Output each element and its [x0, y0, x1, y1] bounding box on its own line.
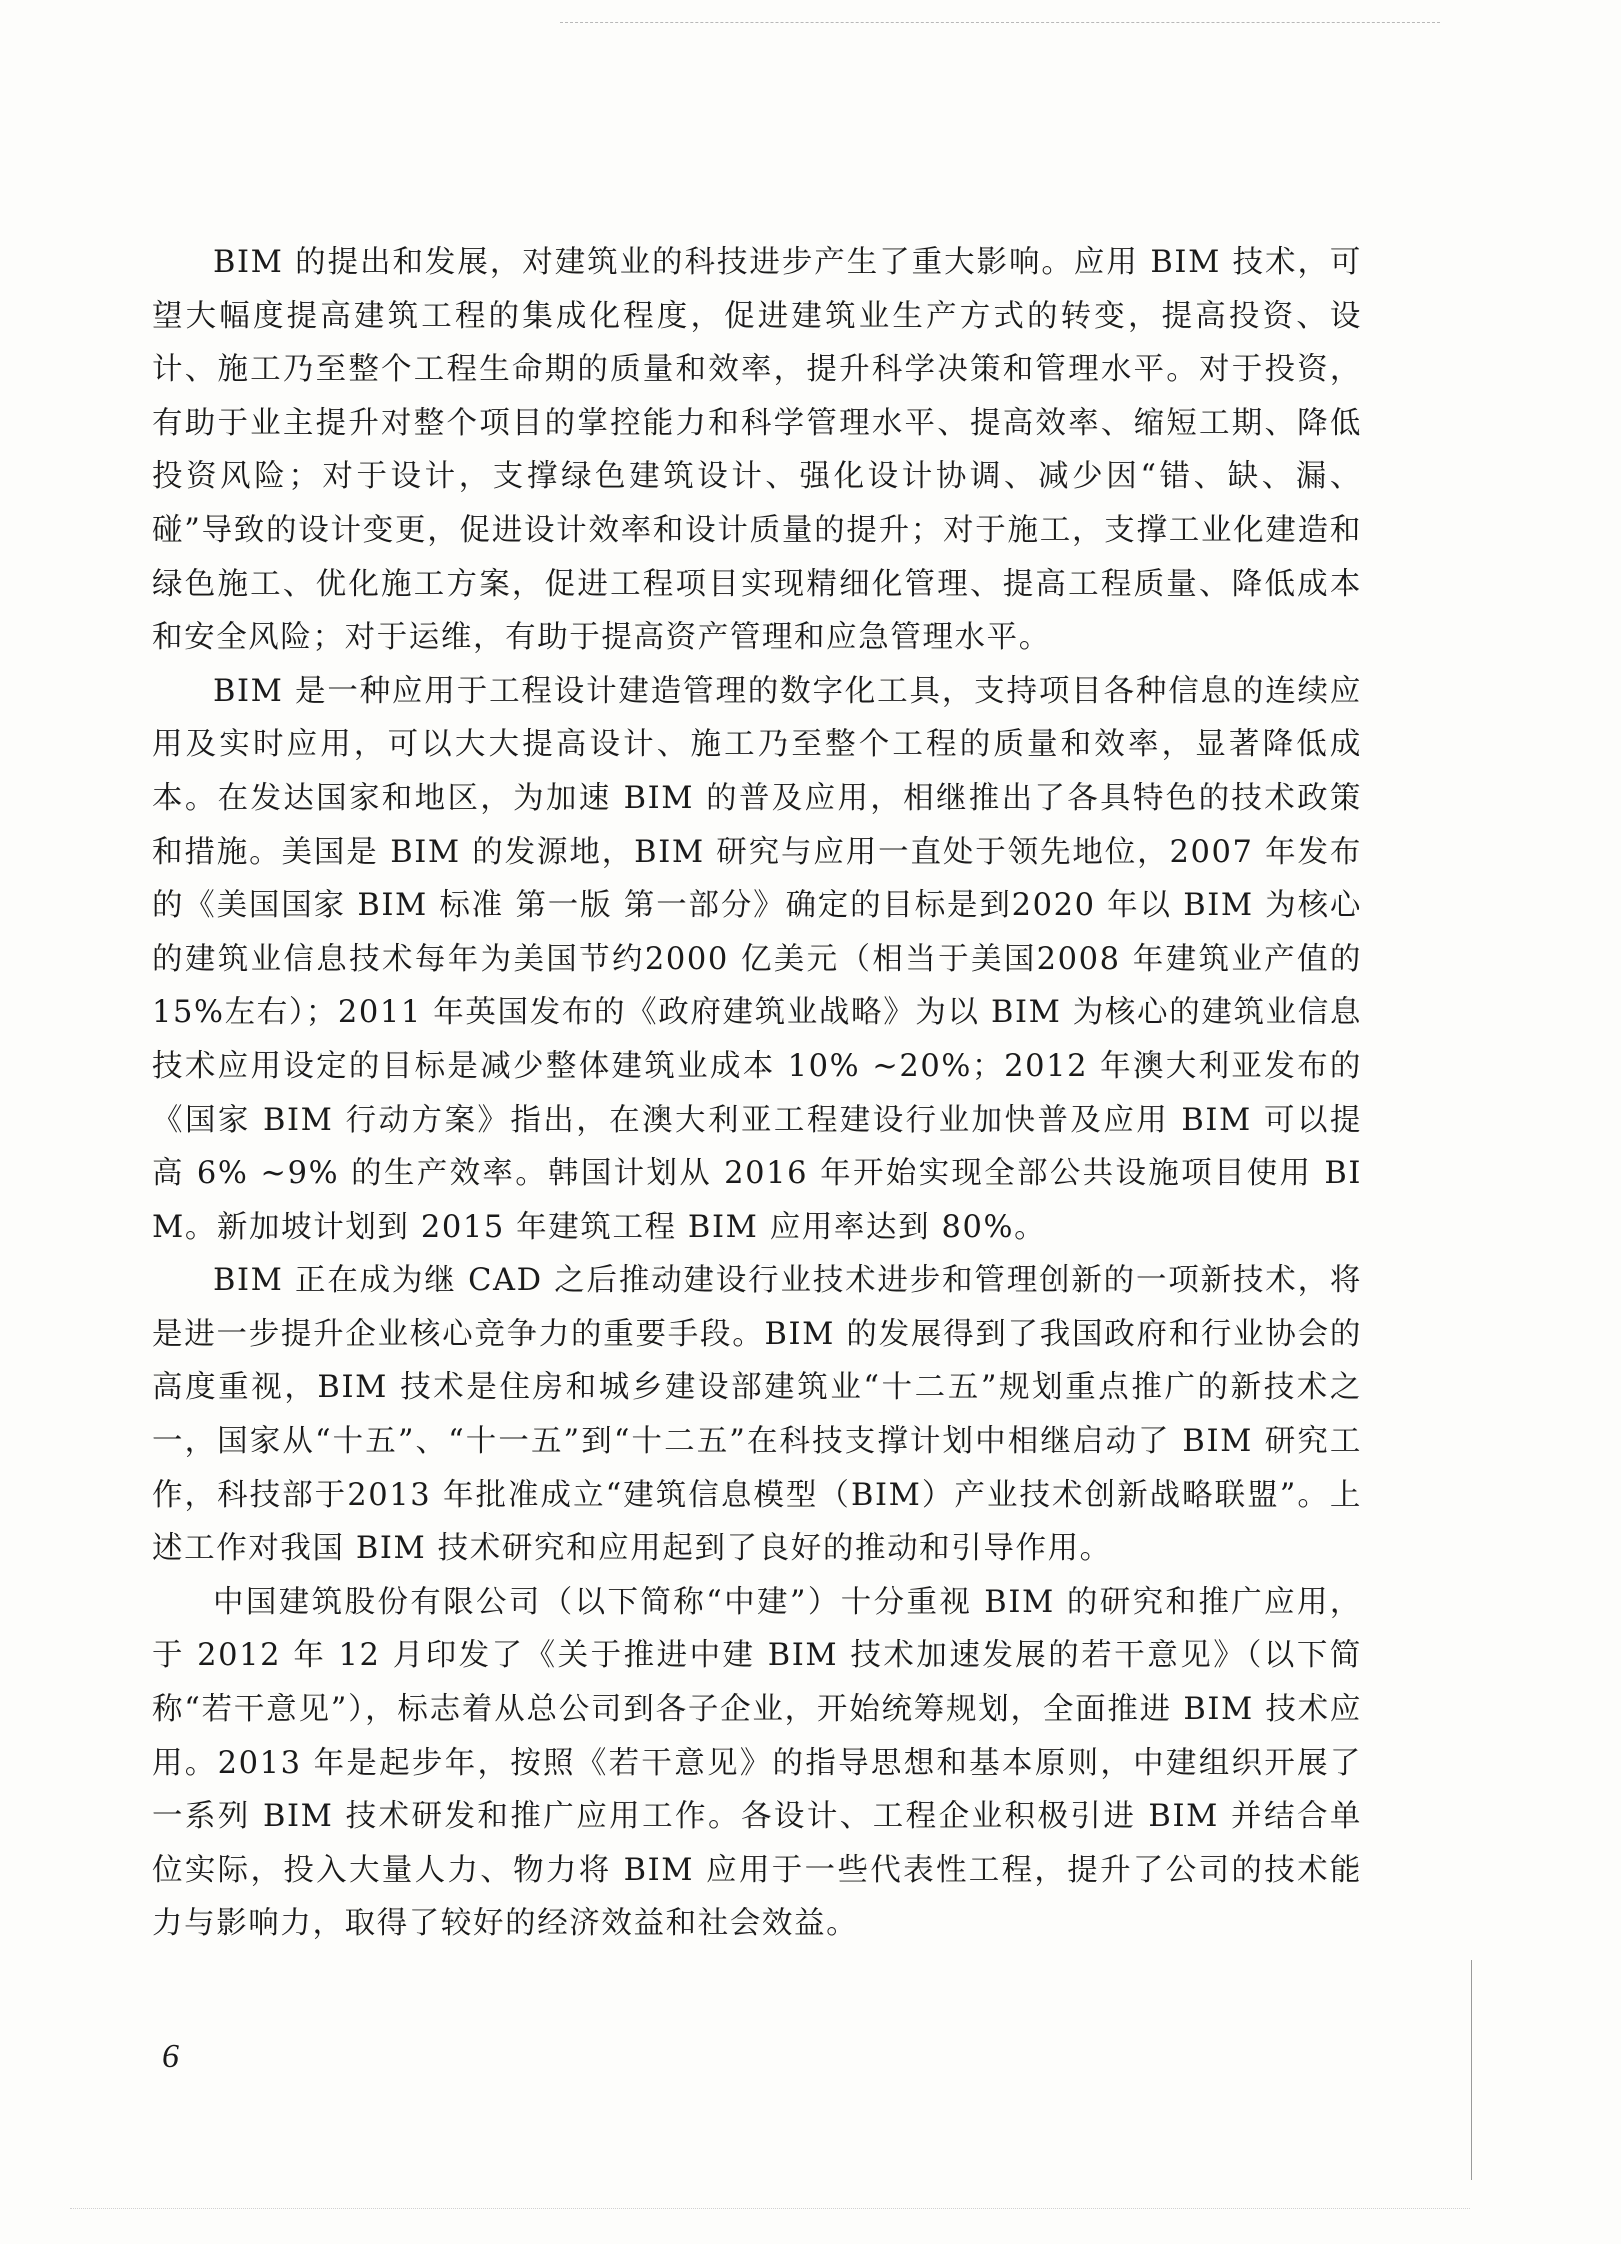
scan-artifact-top-line: [560, 22, 1440, 23]
scan-artifact-right-line: [1471, 1960, 1472, 2180]
page-number: 6: [162, 2038, 179, 2075]
paragraph-bim-impact: BIM 的提出和发展，对建筑业的科技进步产生了重大影响。应用 BIM 技术，可望大幅度提高建筑工程的集成化程度，促进建筑业生产方式的转变，提高投资、设计、施工乃至整个工程生命期的质量和效率，提升科学决策和管理水平。对于投资，有助于业主提升对整个项目的掌控能力和科学管理水平、提高效率、缩短工期、降低投资风险；对于设计，支撑绿色建筑设计、强化设计协调、减少因“错、缺、漏、碰”导致的设计变更，促进设计效率和设计质量的提升；对于施工，支撑工业化建造和绿色施工、优化施工方案，促进工程项目实现精细化管理、提高工程质量、降低成本和安全风险；对于运维，有助于提高资产管理和应急管理水平。: [152, 245, 1362, 656]
paragraph-bim-china: BIM 正在成为继 CAD 之后推动建设行业技术进步和管理创新的一项新技术，将是进一步提升企业核心竞争力的重要手段。BIM 的发展得到了我国政府和行业协会的高度重视，BIM 技术是住房和城乡建设部建筑业“十二五”规划重点推广的新技术之一，国家从“十五”、“十一五”到“十二五”在科技支撑计划中相继启动了 BIM 研究工作，科技部于2013 年批准成立“建筑信息模型（BIM）产业技术创新战略联盟”。上述工作对我国 BIM 技术研究和应用起到了良好的推动和引导作用。: [152, 1263, 1362, 1567]
body-text: [152, 236, 1362, 1951]
scan-artifact-bottom-line: [70, 2208, 1470, 2209]
paragraph-bim-cscec: 中国建筑股份有限公司（以下简称“中建”）十分重视 BIM 的研究和推广应用，于 2012 年 12 月印发了《关于推进中建 BIM 技术加速发展的若干意见》（以下简称“若干意见”），标志着从总公司到各子企业，开始统筹规划，全面推进 BIM 技术应用。2013 年是起步年，按照《若干意见》的指导思想和基本原则，中建组织开展了一系列 BIM 技术研发和推广应用工作。各设计、工程企业积极引进 BIM 并结合单位实际，投入大量人力、物力将 BIM 应用于一些代表性工程，提升了公司的技术能力与影响力，取得了较好的经济效益和社会效益。: [152, 1584, 1362, 1942]
paragraph-bim-international: BIM 是一种应用于工程设计建造管理的数字化工具，支持项目各种信息的连续应用及实时应用，可以大大提高设计、施工乃至整个工程的质量和效率，显著降低成本。在发达国家和地区，为加速 BIM 的普及应用，相继推出了各具特色的技术政策和措施。美国是 BIM 的发源地，BIM 研究与应用一直处于领先地位，2007 年发布的《美国国家 BIM 标准 第一版 第一部分》确定的目标是到2020 年以 BIM 为核心的建筑业信息技术每年为美国节约2000 亿美元（相当于美国2008 年建筑业产值的 15%左右）；2011 年英国发布的《政府建筑业战略》为以 BIM 为核心的建筑业信息技术应用设定的目标是减少整体建筑业成本 10% ~20%；2012 年澳大利亚发布的《国家 BIM 行动方案》指出，在澳大利亚工程建设行业加快普及应用 BIM 可以提高 6% ~9% 的生产效率。韩国计划从 2016 年开始实现全部公共设施项目使用 BIM。新加坡计划到 2015 年建筑工程 BIM 应用率达到 80%。: [152, 673, 1362, 1245]
